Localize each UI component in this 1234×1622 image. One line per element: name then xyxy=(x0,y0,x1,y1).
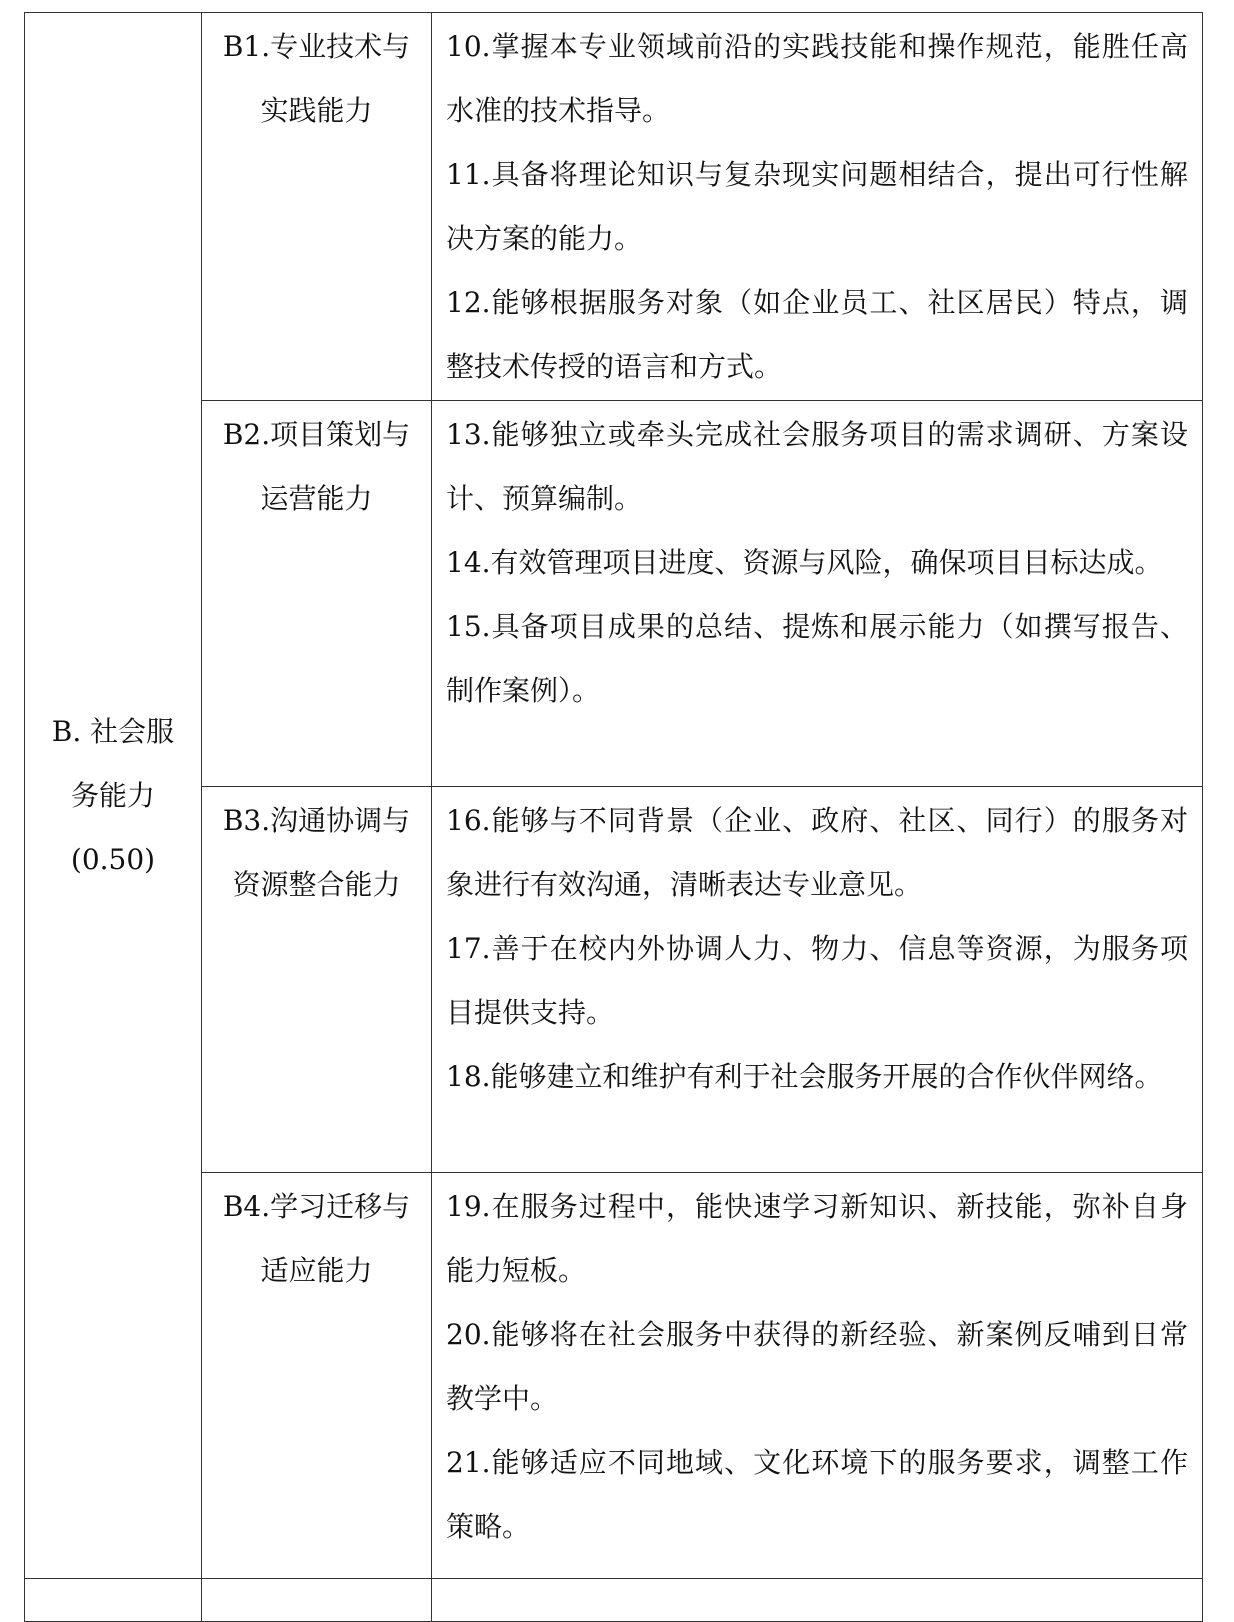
dimension-weight: (0.50) xyxy=(70,842,156,876)
indicator-16: 16.能够与不同背景（企业、政府、社区、同行）的服务对象进行有效沟通，清晰表达专业意见。 xyxy=(446,804,1188,901)
table-row xyxy=(25,787,1203,1173)
indicator-list-b3 xyxy=(432,787,1203,1173)
indicator-list-b2 xyxy=(432,401,1203,787)
indicator-14: 14.有效管理项目进度、资源与风险，确保项目目标达成。 xyxy=(446,546,1163,579)
empty-cell xyxy=(25,1579,202,1622)
indicator-21: 21.能够适应不同地域、文化环境下的服务要求，调整工作策略。 xyxy=(446,1446,1188,1543)
sub-dimension-b1: B1.专业技术与实践能力 xyxy=(202,13,432,401)
competency-table xyxy=(24,12,1203,1622)
indicator-list-b4 xyxy=(432,1173,1203,1579)
sub-dimension-b4: B4.学习迁移与适应能力 xyxy=(202,1173,432,1579)
dimension-label-line1: B. 社会服 xyxy=(51,714,175,748)
indicator-10: 10.掌握本专业领域前沿的实践技能和操作规范，能胜任高水准的技术指导。 xyxy=(446,30,1188,127)
indicator-12: 12.能够根据服务对象（如企业员工、社区居民）特点，调整技术传授的语言和方式。 xyxy=(446,286,1188,383)
indicator-15: 15.具备项目成果的总结、提炼和展示能力（如撰写报告、制作案例）。 xyxy=(446,610,1188,707)
indicator-17: 17.善于在校内外协调人力、物力、信息等资源，为服务项目提供支持。 xyxy=(446,932,1188,1029)
table-row xyxy=(25,1173,1203,1579)
table-row xyxy=(25,401,1203,787)
sub-dimension-b2: B2.项目策划与运营能力 xyxy=(202,401,432,787)
table-row-continued xyxy=(25,1579,1203,1622)
indicator-list-b1 xyxy=(432,13,1203,401)
indicator-20: 20.能够将在社会服务中获得的新经验、新案例反哺到日常教学中。 xyxy=(446,1318,1188,1415)
sub-dimension-b3: B3.沟通协调与资源整合能力 xyxy=(202,787,432,1173)
indicator-13: 13.能够独立或牵头完成社会服务项目的需求调研、方案设计、预算编制。 xyxy=(446,418,1188,515)
dimension-label-line2: 务能力 xyxy=(70,778,155,812)
indicator-19: 19.在服务过程中，能快速学习新知识、新技能，弥补自身能力短板。 xyxy=(446,1190,1188,1287)
table-row xyxy=(25,13,1203,401)
indicator-18: 18.能够建立和维护有利于社会服务开展的合作伙伴网络。 xyxy=(446,1060,1163,1093)
empty-cell xyxy=(202,1579,432,1622)
empty-cell xyxy=(432,1579,1203,1622)
dimension-cell xyxy=(25,13,202,1579)
indicator-11: 11.具备将理论知识与复杂现实问题相结合，提出可行性解决方案的能力。 xyxy=(446,158,1188,255)
